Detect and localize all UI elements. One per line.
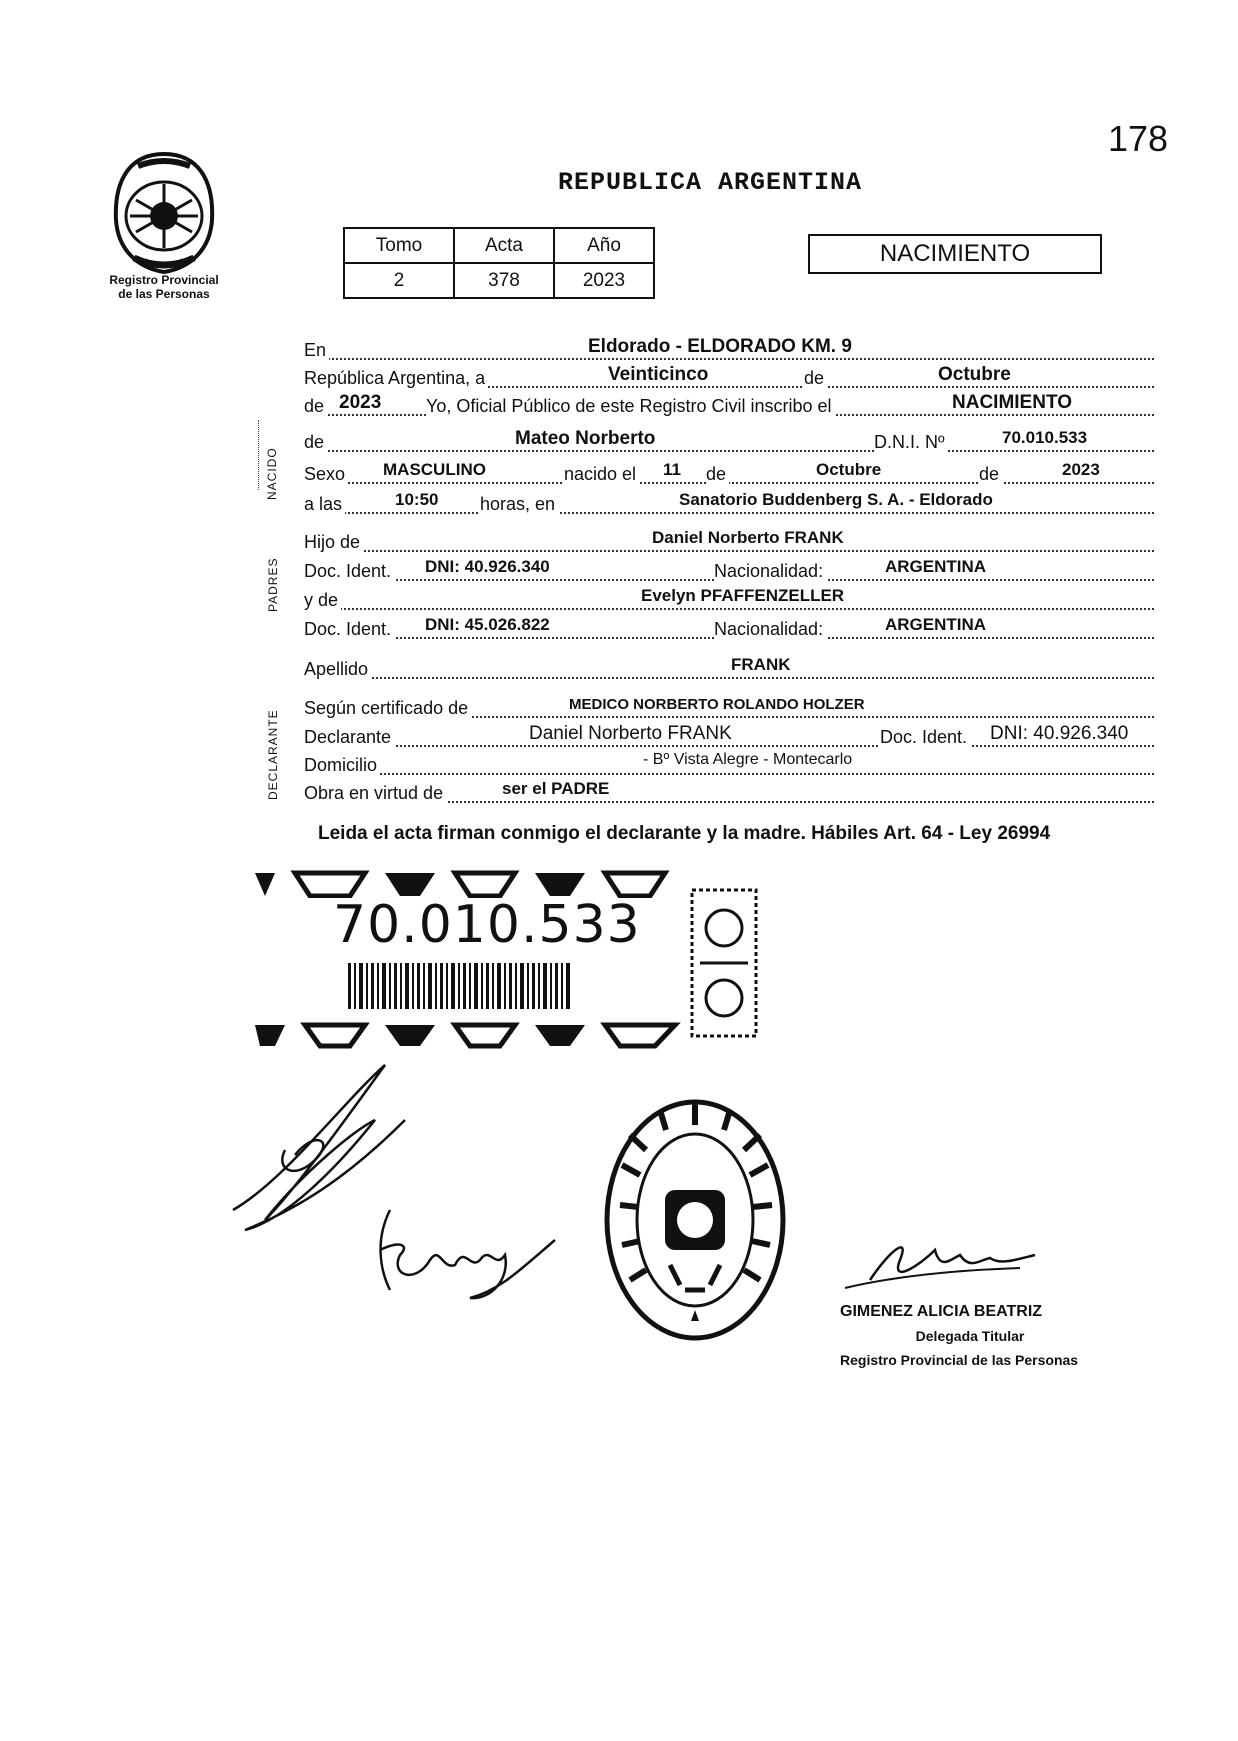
mother-doc: DNI: 45.026.822 — [422, 615, 553, 635]
mother-row — [304, 588, 1154, 616]
year-value: 2023 — [336, 392, 384, 414]
nacido-bracket — [258, 420, 259, 490]
time-label: a las — [304, 494, 345, 515]
born-label: nacido el — [564, 464, 639, 485]
security-band-bottom — [255, 1020, 695, 1050]
de-label: de — [804, 368, 827, 389]
page-number: 178 — [1108, 118, 1169, 159]
de-label: de — [304, 396, 327, 417]
col-header-acta: Acta — [454, 228, 554, 263]
month-value: Octubre — [935, 364, 1014, 386]
official-row — [304, 394, 1154, 422]
provincial-emblem-logo — [108, 150, 220, 275]
mother-name: Evelyn PFAFFENZELLER — [638, 586, 847, 606]
registry-seal — [600, 1095, 790, 1345]
officer-signature — [840, 1230, 1040, 1290]
surname-label: Apellido — [304, 659, 371, 680]
stamp-number: 70.010.533 — [333, 895, 641, 955]
registry-line-1: Registro Provincial — [109, 273, 219, 287]
father-doc: DNI: 40.926.340 — [422, 557, 553, 577]
birth-day: 11 — [660, 460, 684, 480]
declarant-row — [304, 725, 1154, 753]
birth-year: 2023 — [1059, 460, 1103, 480]
officer-name: GIMENEZ ALICIA BEATRIZ — [840, 1303, 1043, 1320]
sex-label: Sexo — [304, 464, 348, 485]
security-band-top — [255, 868, 695, 898]
acts-value: ser el PADRE — [499, 779, 612, 799]
day-words: Veinticinco — [605, 364, 711, 386]
certificate-value: MEDICO NORBERTO ROLANDO HOLZER — [566, 696, 868, 713]
de-label: de — [979, 464, 1002, 485]
address-value: - Bº Vista Alegre - Montecarlo — [640, 751, 855, 769]
father-name: Daniel Norberto FRANK — [649, 528, 847, 548]
security-pattern — [690, 888, 758, 1038]
address-label: Domicilio — [304, 755, 380, 776]
surname-row — [304, 657, 1154, 685]
ano-value: 2023 — [554, 263, 654, 298]
doc-label: Doc. Ident. — [304, 619, 394, 640]
hours-label: horas, en — [480, 494, 558, 515]
nationality-label: Nacionalidad: — [714, 619, 826, 640]
acts-label: Obra en virtud de — [304, 783, 446, 804]
certificate-row — [304, 696, 1154, 724]
record-type-box: NACIMIENTO — [808, 234, 1102, 274]
sex-value: MASCULINO — [380, 460, 489, 480]
father-row — [304, 530, 1154, 558]
child-row — [304, 430, 1154, 458]
place-label: En — [304, 340, 329, 361]
officer-organization: Registro Provincial de las Personas — [840, 1352, 1079, 1368]
declarant-name: Daniel Norberto FRANK — [526, 723, 735, 745]
dotted-line — [304, 773, 1154, 775]
dotted-line — [304, 745, 1154, 747]
son-of-label: Hijo de — [304, 532, 363, 553]
father-doc-row — [304, 559, 1154, 587]
officer-title: Delegada Titular — [915, 1328, 1025, 1344]
record-word: NACIMIENTO — [949, 392, 1075, 414]
surname-value: FRANK — [728, 655, 794, 675]
father-nationality: ARGENTINA — [882, 557, 989, 577]
dotted-line — [304, 450, 1154, 452]
mother-doc-row — [304, 617, 1154, 645]
declarant-label: Declarante — [304, 727, 394, 748]
time-row — [304, 492, 1154, 520]
and-of-label: y de — [304, 590, 341, 611]
declarant-doc: DNI: 40.926.340 — [987, 723, 1131, 745]
dni-label: D.N.I. Nº — [874, 432, 948, 453]
mother-signature — [370, 1200, 570, 1310]
birth-month: Octubre — [813, 460, 884, 480]
mother-nationality: ARGENTINA — [882, 615, 989, 635]
sex-row — [304, 462, 1154, 490]
doc-label: Doc. Ident. — [880, 727, 970, 748]
officer-block — [840, 1300, 1100, 1372]
side-label-nacido: NACIDO — [265, 447, 279, 500]
dotted-line — [304, 512, 1154, 514]
child-name: Mateo Norberto — [512, 428, 658, 450]
col-header-tomo: Tomo — [344, 228, 454, 263]
certificate-label: Según certificado de — [304, 698, 471, 719]
registry-line-2: de las Personas — [118, 287, 210, 301]
tomo-value: 2 — [344, 263, 454, 298]
volume-record-year-table — [343, 227, 655, 299]
de-label: de — [304, 432, 327, 453]
dotted-line — [304, 358, 1154, 360]
country-title: REPUBLICA ARGENTINA — [557, 168, 863, 197]
side-label-declarante: DECLARANTE — [266, 709, 280, 800]
acts-row — [304, 781, 1154, 809]
col-header-ano: Año — [554, 228, 654, 263]
birth-place: Sanatorio Buddenberg S. A. - Eldorado — [676, 490, 996, 510]
time-value: 10:50 — [392, 490, 441, 510]
closing-statement: Leida el acta firman conmigo el declarante y la madre. Hábiles Art. 64 - Ley 26994 — [318, 823, 1051, 844]
registry-name — [84, 273, 244, 301]
de-label: de — [706, 464, 729, 485]
doc-label: Doc. Ident. — [304, 561, 394, 582]
nationality-label: Nacionalidad: — [714, 561, 826, 582]
place-row — [304, 338, 1154, 366]
dotted-line — [304, 608, 1154, 610]
side-label-padres: PADRES — [266, 557, 280, 612]
dotted-line — [304, 550, 1154, 552]
official-text: Yo, Oficial Público de este Registro Civil inscribo el — [426, 396, 835, 417]
dotted-line — [304, 677, 1154, 679]
child-dni: 70.010.533 — [999, 428, 1090, 448]
date-row — [304, 366, 1154, 394]
republic-label: República Argentina, a — [304, 368, 488, 389]
address-row — [304, 753, 1154, 781]
place-value: Eldorado - ELDORADO KM. 9 — [585, 336, 855, 358]
barcode — [348, 963, 573, 1009]
acta-value: 378 — [454, 263, 554, 298]
